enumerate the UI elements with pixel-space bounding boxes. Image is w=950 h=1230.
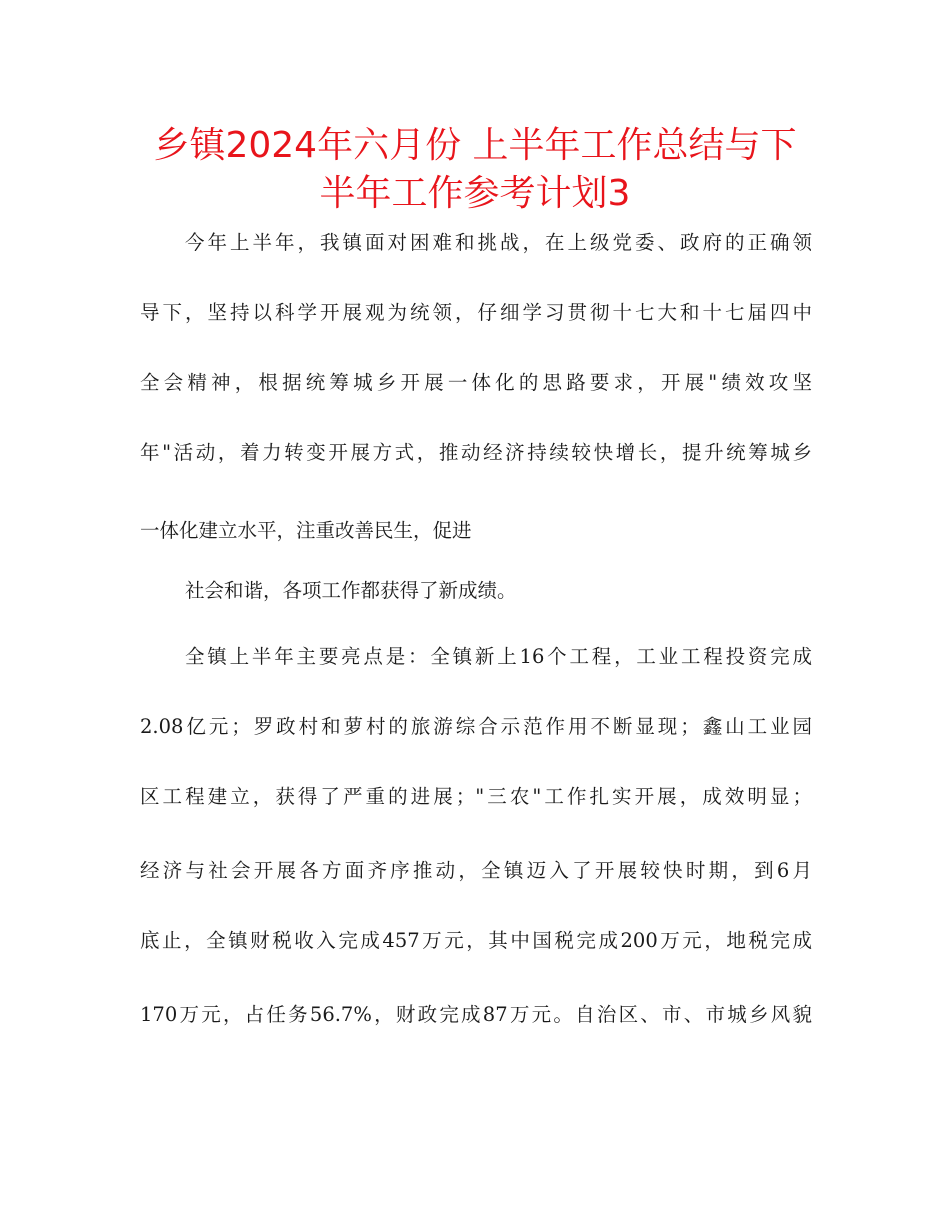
paragraph-3-line-2: 2.08亿元；罗政村和萝村的旅游综合示范作用不断显现；鑫山工业园 <box>140 715 812 738</box>
paragraph-2-line-1: 社会和谐，各项工作都获得了新成绩。 <box>185 579 517 602</box>
paragraph-3-line-6: 170万元，占任务56.7%，财政完成87万元。自治区、市、市城乡风貌 <box>140 1003 812 1026</box>
paragraph-3-line-5: 底止，全镇财税收入完成457万元，其中国税完成200万元，地税完成 <box>140 929 812 952</box>
paragraph-1-line-3: 全会精神，根据统筹城乡开展一体化的思路要求，开展"绩效攻坚 <box>140 371 812 394</box>
paragraph-1-line-1: 今年上半年，我镇面对困难和挑战，在上级党委、政府的正确领 <box>185 231 812 254</box>
paragraph-3-line-3: 区工程建立，获得了严重的进展；"三农"工作扎实开展，成效明显； <box>140 785 812 808</box>
paragraph-3-line-4: 经济与社会开展各方面齐序推动，全镇迈入了开展较快时期，到6月 <box>140 859 812 882</box>
paragraph-3-line-1: 全镇上半年主要亮点是：全镇新上16个工程，工业工程投资完成 <box>185 645 812 668</box>
document-title-line-2: 半年工作参考计划3 <box>319 173 631 214</box>
document-title-line-1: 乡镇2024年六月份 上半年工作总结与下 <box>153 125 797 166</box>
paragraph-1-line-4: 年"活动，着力转变开展方式，推动经济持续较快增长，提升统筹城乡 <box>140 441 812 464</box>
paragraph-1-line-5: 一体化建立水平，注重改善民生，促进 <box>140 519 472 542</box>
paragraph-1-line-2: 导下，坚持以科学开展观为统领，仔细学习贯彻十七大和十七届四中 <box>140 301 812 324</box>
